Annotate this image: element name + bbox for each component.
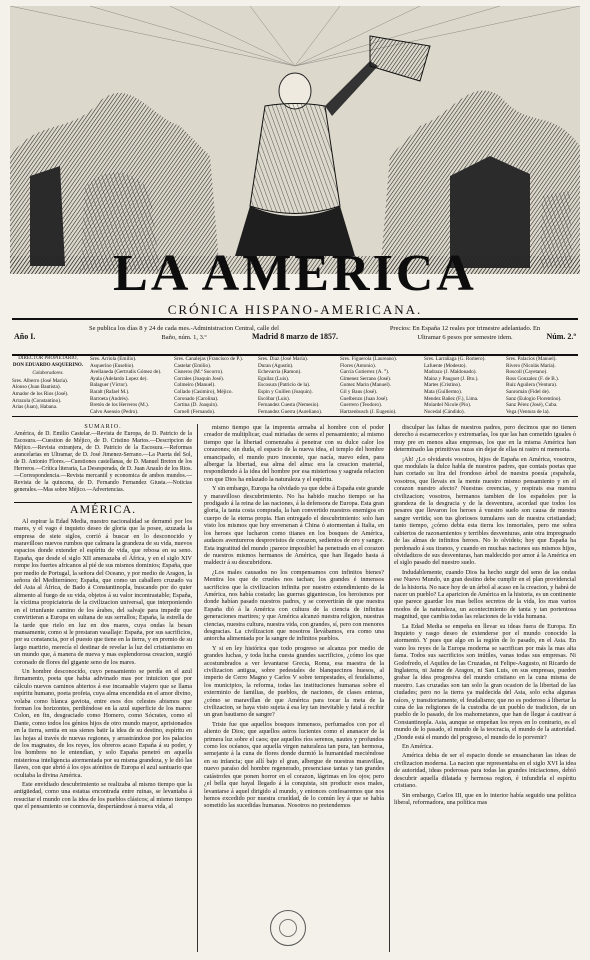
article-paragraph: La Edad Media se empeña en llevar su ideas fuera de Europa. En Inquieto y rasgo deseo de extenderse por el mundo conocido la atormentó. Y pues que algo en la región de lo pasado, en el Asia. En vano los reyes de la Europa moderna se sacrifican por más la mas alta fama. Todos sus sacrificios son inútiles, vanas todas sus empresas. Ni Godofredo, el Aquiles de las Cruzadas, ni Felipe-Augusto, ni Ricardo de Inglaterra, ni Jaime de Aragon, ni San Luis, en sus empresas, pueden grabar la idea progresiva del mundo cristiano en la cuna misma de nuestro. Las cruzadas son tan solo la gran ocasion de la libertad de las ciudades; pero no la tierra ya maldecida del Asia, solo echa algunas raíces, y transitoriamente, el feudalismo; que no es poderoso á libertar la cuna de las religiones de la custodia de un pueblo de tradicion, de un pueblo de lo pasado, de los mahometanos, que han de llegar á cautivar á Constantinopla. Asia, aunque se empeñan los reyes en lo contrario, es el mundo de lo pasado, el mundo de la teocracia, el mundo de la autoridad. ¿Donde está el mundo del progreso, el mundo de lo porvenir?: [394, 622, 576, 741]
contributor-name: Sres. Larrañaga (G. Romero).: [424, 356, 486, 362]
article-paragraph: Y si en ley histórica que todo progreso se alcanza por medio de grandes luchas, y toda lucha cuesta grandes sacrificios, ¿cómo los que acostumbrados a ver levantarse Grecia, Roma, esa maestra de la civilizacion antigua, sobre pedestales de blanquecinos huesos, al imperio de Cerro Magno y Carlos V sobre tempestades, el feudalismo, los municipios, la reforma, todas las instituciones humanas sobre el exterminio de familias, de pueblos, de naciones, de clases enteras, ¿cómo se maravillan de que América para tocar la meta de la civilizacion, se haya visto sujeta á esa ley tan inevitable y fatal á recibir un gran bautismo de sangre?: [204, 644, 384, 719]
article-paragraph: Y sin embargo, Europa ha olvidado ya que debe á España este grande y maravilloso descubrimiento. No ha habido mucho tiempo se ha prodigado á la reina de las naciones, á la defensora de Europa. Esta gran gloria, la tanta costa comprada, la han convertido nuestros enemigos en cuerpo de la eterna propia. Han entregado el descubrimiento: solo han visto los mismos que hoy envenenan á China ó atormentan á Italia, en los heroes que lucharon como titanes en los bosques de América, audaces aventureros desprovistos de corazon, sedientos de oro y sangre. Esta ingratitud del mundo ¡parece imposible! ha penetrado en el corazon de nuestros mismos hermanos de América, que han llegado hasta á maldecir á su descubridora.: [204, 485, 384, 567]
contributor-name: Gil y Baus (José).: [340, 388, 378, 395]
contributor-name: Escóbar (Luis).: [258, 395, 290, 402]
article-paragraph: Este envidiado descubrimiento se realizaba al mismo tiempo que la antigüedad, como una estatua encontrada entre ruinas, se levantaba á resucitar el mundo con la idea de los pueblos clásicos; al mismo tiempo que el pensamiento se conmovía, despertándose á nueva vida, al: [14, 781, 192, 811]
year-label: Año I.: [14, 332, 36, 341]
contributors-list: [12, 354, 578, 417]
contributor-name: Arias (Juan), Habana.: [12, 404, 58, 411]
contributor-name: Bretón de los Herreros (M.).: [90, 402, 150, 409]
article-paragraph: Indudablemente, cuando Dios ha hecho surgir del seno de las ondas ese Nuevo Mundo, un gran destino debe cumplir en el plan providencial de la historia. No nace hoy de un árbol al acaso en la creacion, y habrá de nacer un pueblo? La aparicion de América en la historia, es un continente que parece guardar los mas bellos secretos de la vida, los mas varios modos de la naturaleza, un acontecimiento de tanta y tan portentosa magnitud, que cambia todas las relaciones de la vida humana.: [394, 568, 576, 621]
article-paragraph: mismo tiempo que la imprenta armaba al hombre con el poder creador de multiplicar, cual miriadas de seres el pensamiento; al mismo tiempo que la libertad comenzaba á penetrar con su dulce calor los corazones; sin duda, el espacio de la nueva idea, el templo del hombre emancipado, el mundo puro inocente, que nacía, nuevo eden, para albergar la libertad, esa alma del alma: era la creacion material, respondiendo á la idea del hombre por esa misteriosa y sagrada relacion con que Dios ha enlazado la naturaleza y el espíritu.: [204, 424, 384, 483]
contributor-name: Coronado (Carolina).: [174, 395, 219, 402]
contributor-name: Asquerino (Eusebio).: [90, 362, 135, 369]
contributor-name: Mainz y Pauguet (J. Bto.).: [424, 375, 479, 382]
director-label: DIRECTOR PROPIETARIO,: [18, 356, 78, 361]
collaborators-label: Colaboradores.: [32, 371, 64, 377]
contributor-name: Sres. Palacios (Manuel).: [506, 356, 557, 362]
contributor-name: Martes (Cristino).: [424, 382, 462, 389]
article-paragraph: disculpar las faltas de nuestros padres, pero decimos que no tienen derecho á escarnecerlos y extremarlas, los que las han cometido iguales ó muy pre en menos altas empresas, los que en la misma América han determinado las primitivas razas sin dejar de ellas ni rastro ni memoria.: [394, 424, 576, 454]
contributor-name: Arrazola (Constantino).: [12, 397, 62, 404]
contributor-name: Colmeiro (Manuel).: [174, 382, 216, 389]
newspaper-title: LA AMERICA: [113, 245, 477, 302]
contributor-name: Hartzenbusch (J. Eugenio).: [340, 408, 397, 415]
contributor-name: Vega (Ventura de la).: [506, 408, 550, 415]
contributor-name: Calvo Asensio (Pedro).: [90, 408, 139, 415]
contributor-name: Baralt (Rafael M.).: [90, 388, 130, 395]
contributor-name: Roscoll (Cayetano).: [506, 369, 548, 376]
contributor-group-3: [174, 356, 254, 415]
contributor-group-1: [12, 378, 84, 411]
contributor-name: Espin y Guillen (Joaquin).: [258, 388, 313, 395]
contributor-name: Sanz (Eulogio Florentino).: [506, 395, 562, 402]
contributor-name: Sres. Figuerola (Laureano).: [340, 356, 398, 362]
contributor-name: Amador de los Rios (José).: [12, 390, 69, 397]
library-stamp-icon: [270, 910, 306, 946]
contributor-name: Molardel Nicole (Pío).: [424, 402, 472, 409]
administration-info: Se publica los días 8 y 24 de cada mes.-Administracion Central, calle del Baño, núm. 1, 3.º: [89, 325, 279, 341]
column-divider: [197, 424, 198, 952]
contributor-name: Mata (Guillermo).: [424, 388, 463, 395]
contributor-name: Corrales (Joaquin José).: [174, 375, 224, 382]
article-paragraph: ¿Los males causados no los compensamos con infinitos bienes? Mentira los que de crueles nos tachan; los grandes é inmensos sacrificios que la civilizacion infinita por nuestro extendimiento de la América, nos había costado; las guerras gigantescas, los heroismos por donde habían pasado nuestros padres, y se convertirán de que nuestra España dió á la América con cultura de la ciencia de infinitas generaciones martires; y que América alcanzó nuestra religion, nuestras ciencias, nuestra cultura, nuestra vida, con grandes, sí, pero con menores desgracias. La civilizacion que nosotros llevábamos, era como una antorcha alimentada por la sangre de infinitos pueblos.: [204, 568, 384, 643]
text-column-1: [14, 424, 192, 813]
subscription-prices: Precios: En España 12 reales por trimestre adelantado. En Ultramar 6 pesos por semestre idem.: [389, 325, 541, 341]
contributor-name: Sres. Arriola (Emilio).: [90, 356, 137, 362]
article-paragraph: Sin embargo, Carlos III, que en lo interior había seguido una política liberal, reformadora, una política mas: [394, 791, 576, 806]
contributor-group-6: [424, 356, 502, 415]
contributor-name: Ruiz Aguilera (Ventura).: [506, 382, 558, 389]
contributor-name: García Gutierrez (A. °).: [340, 369, 390, 376]
contributor-name: Duran (Agustín).: [258, 362, 294, 369]
contributor-name: Sres. Alberro (José María).: [12, 377, 69, 384]
contributor-name: Eguilaz (Luis).: [258, 375, 290, 382]
contributor-name: Cortina (D. Joaquin).: [174, 402, 219, 409]
info-bar: [12, 318, 578, 356]
article-paragraph: ¡Ah! ¿Lo olvidareis vosotros, hijos de España en América, vosotros, que modulais la dulce habla de nuestros padres, que contais poetas que han cortado su lira del frondoso árbol de nuestra poesía ¡espahola, vosotros, que llevais en la mente nuestro mismo pensamiento y en el corazon nuestro afecto? Nuestras creencias, y respirais esa nuestra civilizacion; vosotros, hermanos tambien de los españoles por la grandeza de la desgracia y de la desventura, acordad que todos los pesares que llevaron los heroes á vuestro suelo son causa de nuestra sangre vertida; son tus gloriosos tumulares sun de nuestra cristiandad; tanto tiempo, ¿cómo debia esta tierra los inmortales, pero me sobra cabiertos de razonamientos y terribles desventuras, ante otra impregnado de las almas de infinitos heroes. No lo olvideis; hoy que España ha perdonado á sus tiranos, y cuando en muchas naciones sus mismos hijos, olvidadizos de sus desventuras, han maldecido por amor á la América en el siglo pasado del nuestro suelo.: [394, 455, 576, 567]
text-column-3: [394, 424, 576, 808]
contributor-name: Mendez Bañez (F.), Lima.: [424, 395, 479, 402]
text-column-2: [204, 424, 384, 812]
contributor-name: Guerrero (Teodoro).: [340, 402, 382, 409]
contributor-name: Escosura (Patricio de la).: [258, 382, 311, 389]
contributor-name: Echevarria (Ramon).: [258, 369, 302, 376]
contributor-name: Fernandez Guerra (Aureliano).: [258, 408, 323, 415]
contributor-name: Rivero (Nicolás María).: [506, 362, 556, 369]
contributor-name: Flores (Antonio).: [340, 362, 377, 369]
article-paragraph: Triste fue que aquellos bosques inmensos, perfumados con por el aliento de Dios; que aquellos astros lucientes como el ananacer de la primera luz sobre el caos; que aquellos ríos serenos, nautes y profundos como los océanos, que aquella virgen naturaleza tan pura, tan hermosa, semejante á la cuna de flores donde durmió la humanidad meciéndose en su infancia; que allí bajo el gran, albergue de nuestras maravillas, nuevo paraíso del hombre regenerado, presenciase tantas y tan grandes catástrofes que ponen horror en el corazon, lágrimas en los ojos; pero ¿el bella que hayal llegado á la conquista, sin producir esos males, levantarse á aquel dirigido al mundo, y entonces confesaremos que nos hemos excedido por nuestra crueldad, de lo común ley á que se había sometido las sucedidas humanas. Nosotros no pretendemos: [204, 720, 384, 810]
article-paragraph: Un hombre desconocido, cuyo pensamiento se perdía en el azul firmamento, poeta que habia adivinado mas por intuicion que por cálculo nuevos caminos abiertos á ese incansable viajero que se llama espíritu humano, poeta profeta, cuya alma encendida en el amor divino, volaba como blanca gaviota, entre esos dos celestes abismos que forman los horizontes, perdiéndose en la azul superficie de los mares: Colon, en fin, desgraciado como Homero, como Sócrates, como el Dante, como todos los génios hijos de otro mundo mayor, aprisionados en la tierra, sentia en sus sienes batir la idea de su destino, espíritu en las hojas al través de nuevas regiones, y arrastrándose por los palacios de los magnates, de los reyes, los obreros acaso España á su poder, y los hombres no le entendían, y solo España penetró en aquella misteriosa inteligencia atormentada por su misma grandeza, y le dió las llaves, con que abrió á los ojos atónitos de Europa el azul santuario que ocultaba la divina América.: [14, 667, 192, 779]
contributor-group-4: [258, 356, 336, 415]
contributor-name: Collado (Casimiro), Méjico.: [174, 388, 233, 395]
contributor-name: Sanz Pérez (José), Cuba.: [506, 402, 558, 409]
contributor-name: Cisneros (M.ª Socorro).: [174, 369, 224, 376]
article-paragraph: Al espirar la Edad Media, nuestro nacionalidad se derramó por los mares, y el vago é inquieto deseo de gloria que la posee, azuzada la empresa de siete siglos, corrió á buscar en lo desconocido y maravilloso nuevos rumbos que calmara la grandeza de su vida, nuevos espacios donde extender el espíritu de vida, que rebosa en su seno. España, que desde el siglo XII amenazaba el África, y en el siglo XIV rompe los fuertes africanos al pié de sus mismos dominios; España, que por medio de Portugal, la señora del Oceano, y por medio de Aragon, la señora del Mediterráneo; España, que como un caballero cruzado va del Asia al África, de Bado á Constantinopla, buscando por do quier alimento al fuego de su vida, objetos á su valor incontrastable; España, la víctima propiciatoria de la civilizacion universal, que interponiendo en el triunfante camino de los árabes, del salvaje para impedir que convirtieran a Europa en sultana de sus serrallos; España, la estrella de la tarde que rielo en luz en dos mares, cuya ondas la besan mansamente, como si le prestaran vasallaje: España, por sus sacrificios, por su constancia, por el puesto que tiene en la tierra, y en premio de su largo martirio, merecía el destinar de revelar la luz del cristianismo en un mundo que, á manera de nueva y mas esplendorosa creacion, surgió coronado de flores del gigante seno de los mares.: [14, 517, 192, 666]
contributor-name: Sres. Canalejas (Francisco de P.).: [174, 356, 244, 362]
contributor-name: Sres. Diaz (José María).: [258, 356, 308, 362]
contributor-group-5: [340, 356, 420, 415]
contributor-name: Gimenez Serrano (José).: [340, 375, 392, 382]
contributor-group-2: [90, 356, 170, 415]
contributor-name: Barroeta (Andrés).: [90, 395, 129, 402]
contributor-name: Guelbenzu (Juan José).: [340, 395, 389, 402]
contributor-name: Ayala (Adelardo Lopez de).: [90, 375, 148, 382]
contributor-name: Balaguer (Víctor).: [90, 382, 129, 389]
director-name: DON EDUARDO ASQUERINO.: [12, 362, 84, 368]
contributor-name: Castelar (Emilio).: [174, 362, 212, 369]
contributor-name: Madrazo (J. Maldonado).: [424, 369, 477, 376]
contributor-name: Lafuente (Modesto).: [424, 362, 467, 369]
article-title: AMÉRICA.: [14, 502, 192, 513]
director-column: [12, 356, 84, 411]
contributor-name: Cornell (Fernando).: [174, 408, 216, 415]
contributor-name: Nocedal (Cándido).: [424, 408, 465, 415]
summary-heading: SUMARIO.: [84, 424, 122, 430]
engraving-illustration: [10, 6, 580, 274]
contributor-name: Ross Gonzalez (F. de B.).: [506, 375, 560, 382]
contributor-name: Fernandez Cuesta (Nemesio).: [258, 402, 320, 409]
contributor-name: Sanromán (Fidel de).: [506, 388, 550, 395]
contributor-name: Gomez Marin (Manuel).: [340, 382, 391, 389]
column-divider: [389, 424, 390, 952]
newspaper-subtitle: CRÓNICA HISPANO-AMERICANA.: [167, 302, 423, 317]
article-paragraph: América debia de ser el espacio donde se ensancharan las ideas de civilizacion moderna. La nacion que representaba en el siglo XVI la idea de autoridad, ideas poderosas para todas las grandes iniciaciones, debió descubrir aquella dilatada y hermosa region, é infundirla el espíritu cristiano.: [394, 752, 576, 790]
contributor-name: Alonso (Juan Bautista).: [12, 384, 61, 391]
article-paragraph: En América.: [402, 743, 433, 751]
issue-number: Núm. 2.º: [546, 332, 576, 341]
contributor-name: Avellaneda (Gertrudis Gómez de).: [90, 369, 162, 376]
summary-text: América, de D. Emilio Castelar.—Revista de Europa, de D. Patricio de la Escosura.—Cuestion de Méjico, de D. Cristino Martos.—Descripcion de Méjico.—Revista extranjera, de D. Patricio de la Escosura.—Reformas arancelarias en Ultramar, de D. José Jimenez-Serrano.—La Puerta del Sol, de D. Antonio Flores.—Cuestiones castellanas, de D. Manuel Breton de los Herreros.—Crítica literaria, La Desesperada, de D. Juan Anaulo de los Rios.—Correspondencia.—Revista mercantil y economica de ambos mundos.—Revista de la quincena, de D. Fernando Fernandez Giusta.—Noticias generales.—Mas sobre Méjico.—Advertencias.: [14, 431, 192, 494]
contributor-group-7: [506, 356, 578, 415]
masthead-engraving: [10, 6, 580, 274]
issue-date: Madrid 8 marzo de 1857.: [252, 332, 338, 341]
